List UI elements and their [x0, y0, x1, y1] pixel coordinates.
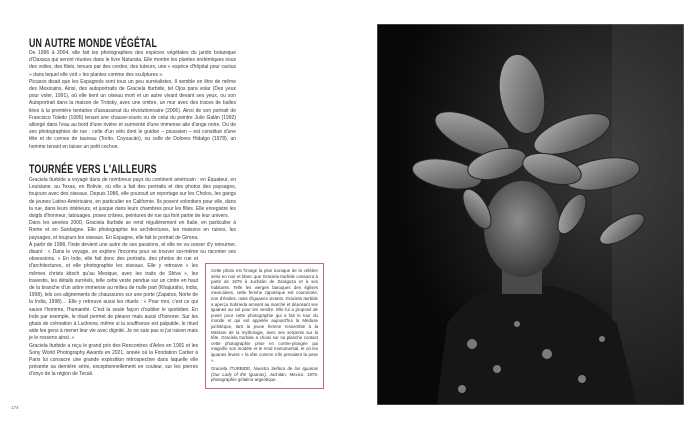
- photo-credit: [211, 366, 318, 383]
- page-number: 174: [11, 405, 19, 410]
- section-autre-monde-vegetal: [29, 37, 236, 151]
- caption-description: Cette photo est l'image la plus iconique de la célèbre série en noir et blanc que Graciela Iturbide consacra à partir de 1979 à Juchitán de Zaragoza et à ses habitants. Telle les vierges baroques des églises mexicaines, cette femme zapotèque est couronnée, non d'étoiles, mais d'iguanes vivants. Graciela Iturbide a aperçu Sobrieda arrivant au marché et déposant ses iguanes au sol pour les vendre. Elle lui a proposé de poser pour cette photographie qui a fait le tour du monde et qui est appelée aujourd'hui la Méduse juchitèque, tant la jeune femme ressemble à la Méduse de la mythologie, avec ses serpents sur la tête. Graciela Iturbide a choisi sur sa planche contact cette photographie prise en contre-plongée qui magnifie son modèle et le rend monumental, et où les iguanes lèvent « la tête comme s'ils prenaient la pose ».: [211, 268, 318, 363]
- paragraph: De 1996 à 2004, elle fait les photographies des espèces végétales du jardin botanique d'Oaxaca qui seront réunies dans le livre Naturata. Elle montre les plantes endémiques sous des voiles, des filets, tenues par des cordes, des tuteurs, une « espèce d'hôpital pour cactus » dans lequel elle voit « les plantes comme des sculptures ».: [29, 50, 236, 78]
- credit-title: Nuestra Señora de las Iguanas (Our Lady of the Iguanas): [211, 366, 318, 377]
- photograph-woman-with-iguanas: [377, 24, 684, 405]
- photo-caption-box: [205, 263, 324, 389]
- paragraph: Dans les années 2000, Graciela Iturbide se rend régulièrement en Italie, en particulier à Rome et en Sardaigne. Elle photographie les architectures, les maisons en ruines, les paysages, et toujours les oiseaux. En Espagne, elle fait le portrait de Girona.: [29, 220, 236, 241]
- credit-author: Graciela ITURBIDE,: [211, 366, 254, 372]
- section-heading: UN AUTRE MONDE VÉGÉTAL: [29, 36, 158, 50]
- paragraph: À partir de 1998, l'Inde devient une autre de ses passions, et elle ne va cesser d'y retourner, disant : « Dans le voyage, on explore l'inconnu pour se trouver soi-même ou raconter ses obsessions. » En Inde, elle fait donc des portraits, des photos de rue et d'architectures, et elle photographie les oiseaux. Elle y retrouve « les mêmes christs kitsch qu'au Mexique, avec les traits de Shiva », les travestis, les détails surréels, telle cette veste pendue sur un cintre en haut de la branche d'un arbre immense au milieu de nulle part (Khajuraho, India, 1998), tels ces alignements de chaussures sur une porte (Zapatos, Norte de la India, 1998)… Elle y retrouve aussi les rituels : « Pour moi, c'est ce qui sauve l'homme, l'humanité. C'est la seule façon d'oublier le quotidien. En Inde par exemple, le rituel permet de pleurer mais aussi d'honorer. Sur les ghats de crémation à Lucknow, même si la souffrance est palpable, le rituel aide les gens à mener leur vie avec dignité. Je ne sais pas si j'ai raison mais je le ressens ainsi. »: [29, 241, 236, 342]
- section-heading: TOURNÉE VERS L'AILLEURS: [29, 162, 157, 176]
- paragraph: Graciela Iturbide a reçu le grand prix des Rencontres d'Arles en 1991 et les Sony World Photography Awards en 2021, année où la Fondation Cartier à Paris lui consacre une grande exposition rétrospective dans laquelle elle présente sa dernière série, exceptionnellement en couleur, sur les pierres d'onyx de la région de Tecali.: [29, 342, 198, 378]
- paragraph: Graciela Iturbide a voyagé dans de nombreux pays du continent américain : en Équateur, en Louisiane, au Texas, en Bolivie, où elle a fait des portraits et des photos des paysages, toujours avec des oiseaux. Depuis 1986, elle poursuit un reportage sur les Cholos, les gangs de jeunes Latino-Américains, en particulier en Californie. Ils posent volontiers pour elle, dans la rue, dans leurs intérieurs, et jusque dans leurs chambres pour les filles. Elle enregistre les doigts d'honneur, tatouages, poses crânes, peintures de rue qui font partie de leur univers.: [29, 177, 236, 220]
- paragraph: Picasso disait que les Espagnols sont tous un peu surréalistes. Il semble en être de même des Mexicains. Ainsi, des autoportraits de Graciela Iturbide, tel Ojos para volar (Des yeux pour voler, 1991), où elle tient un oiseau mort et un autre vivant devant ses yeux, ou son Autoportrait dans la maison de Trotsky, avec une ombre, un mur avec des traces de balles liées à la première tentative d'assassinat du révolutionnaire (2006). Ainsi de son portrait de Francisco Toledo (1995) tenant une chauve-souris ou de celui du peintre Julio Galán (1992) allongé dans l'eau au bord d'une rivière et surmonté d'une immense aile d'ange noire. Ou de ses photographies de rue : celle d'un vélo dont le guidon – picassien – est constitué d'une tête et de cornes de taureau (Torito, Coyoacán), ou celle de Dolores Hidalgo (1978), un homme tenant en laisse un petit cochon.: [29, 78, 236, 150]
- credit-details: , Juchitán, Mexico, 1979, photographie gélatino-argentique.: [211, 371, 318, 383]
